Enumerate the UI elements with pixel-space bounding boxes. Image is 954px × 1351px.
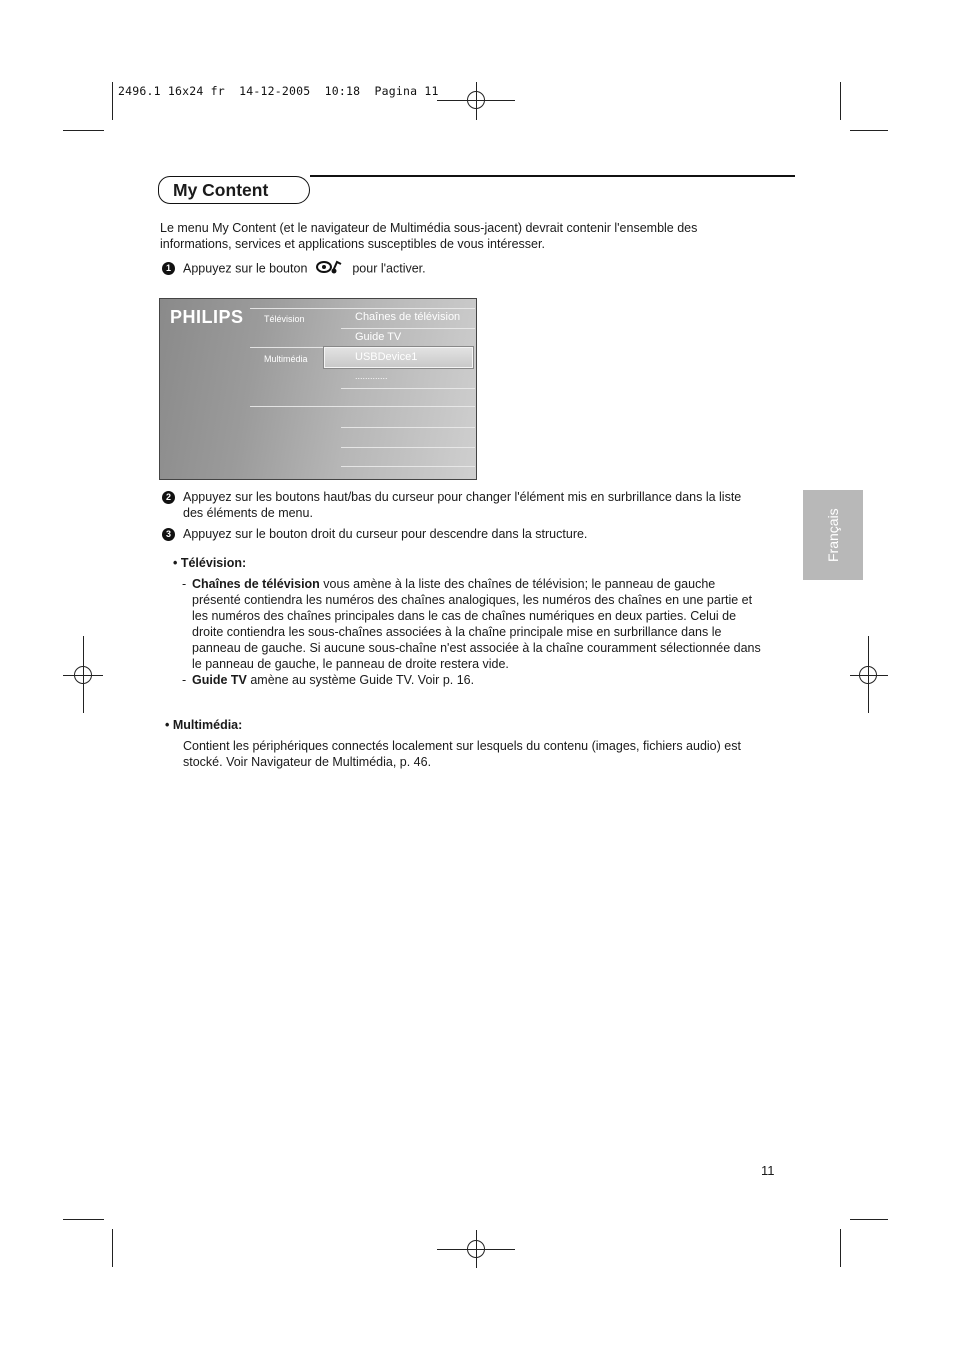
dash: - [182, 577, 187, 591]
crop-mark [63, 1219, 104, 1220]
menu-item-multimedia[interactable]: Multimédia [264, 354, 308, 364]
menu-divider [341, 447, 475, 448]
print-header: 2496.1 16x24 fr 14-12-2005 10:18 Pagina 11 [118, 84, 439, 98]
step-1-post: pour l'activer. [352, 261, 426, 276]
television-item-1-line-2: présenté contiendra les numéros des chaînes analogiques, les numéros des chaînes en une partie et [192, 593, 753, 607]
step-2-line-2: des éléments de menu. [183, 506, 313, 520]
crop-mark [850, 130, 888, 131]
registration-circle [74, 666, 92, 684]
crop-mark [63, 130, 104, 131]
menu-divider [250, 406, 475, 407]
crop-mark [840, 1229, 841, 1267]
television-heading: • Télévision: [173, 556, 247, 570]
television-item-1-line-5: panneau de gauche. Si aucune sous-chaîne n'est associée à la chaîne couramment sélectionnée dans [192, 641, 761, 655]
step-number-2: 2 [162, 491, 175, 504]
tv-channels-term: Chaînes de télévision [192, 577, 320, 591]
menu-item-television[interactable]: Télévision [264, 314, 305, 324]
menu-item-more[interactable]: ............. [355, 371, 388, 381]
tv-guide-desc: amène au système Guide TV. Voir p. 16. [246, 673, 475, 687]
crop-mark [112, 82, 113, 120]
menu-divider [250, 347, 325, 348]
page-number: 11 [761, 1163, 775, 1178]
step-2-line-1: Appuyez sur les boutons haut/bas du curseur pour changer l'élément mis en surbrillance dans la liste [183, 490, 742, 504]
television-item-1-line-4: droite contiendra les sous-chaînes associées à la chaîne principale mise en surbrillance dans le [192, 625, 722, 639]
step-1-text [183, 260, 483, 278]
dash: - [182, 673, 187, 687]
philips-logo: PHILIPS [170, 307, 244, 327]
menu-divider [341, 466, 475, 467]
menu-item-tv-guide[interactable]: Guide TV [355, 331, 402, 343]
intro-paragraph: Le menu My Content (et le navigateur de Multimédia sous-jacent) devrait contenir l'ensemble des informations, services et applications susceptibles de vous intéresser. [160, 221, 698, 251]
menu-item-tv-channels[interactable]: Chaînes de télévision [355, 311, 461, 323]
television-item-2 [192, 672, 474, 688]
section-title: My Content [158, 176, 310, 204]
menu-divider [341, 328, 475, 329]
television-item-1-line-6: le panneau de gauche, le panneau de droite restera vide. [192, 657, 509, 671]
registration-circle [859, 666, 877, 684]
menu-divider [341, 427, 475, 428]
step-number-1: 1 [162, 262, 175, 275]
step-1-pre: Appuyez sur le bouton [183, 261, 308, 276]
menu-item-usb-device[interactable]: USBDevice1 [355, 351, 418, 363]
crop-mark [850, 1219, 888, 1220]
menu-divider [341, 388, 475, 389]
step-3-text: Appuyez sur le bouton droit du curseur pour descendre dans la structure. [183, 527, 588, 541]
multimedia-line-1: Contient les périphériques connectés localement sur lesquels du contenu (images, fichiers audio) est [183, 739, 741, 753]
crop-mark [112, 1229, 113, 1267]
language-tab [803, 490, 863, 580]
title-rule [310, 175, 795, 177]
television-item-1-line-1 [192, 576, 715, 592]
crop-mark [840, 82, 841, 120]
tv-menu-screen [159, 298, 477, 480]
menu-divider [250, 308, 475, 309]
multimedia-line-2: stocké. Voir Navigateur de Multimédia, p. 46. [183, 755, 432, 769]
registration-circle [467, 91, 485, 109]
television-item-1-line-3: les numéros des chaînes principales dans le cas de chaînes numériques en deux parties. Celui de [192, 609, 737, 623]
multimedia-heading: • Multimédia: [165, 718, 243, 732]
tv-guide-term: Guide TV [192, 673, 247, 687]
registration-circle [467, 1240, 485, 1258]
step-number-3: 3 [162, 528, 175, 541]
language-label: Français [825, 508, 841, 562]
tv-channels-desc: vous amène à la liste des chaînes de télévision; le panneau de gauche [319, 577, 716, 591]
mycontent-button-icon [315, 260, 345, 278]
